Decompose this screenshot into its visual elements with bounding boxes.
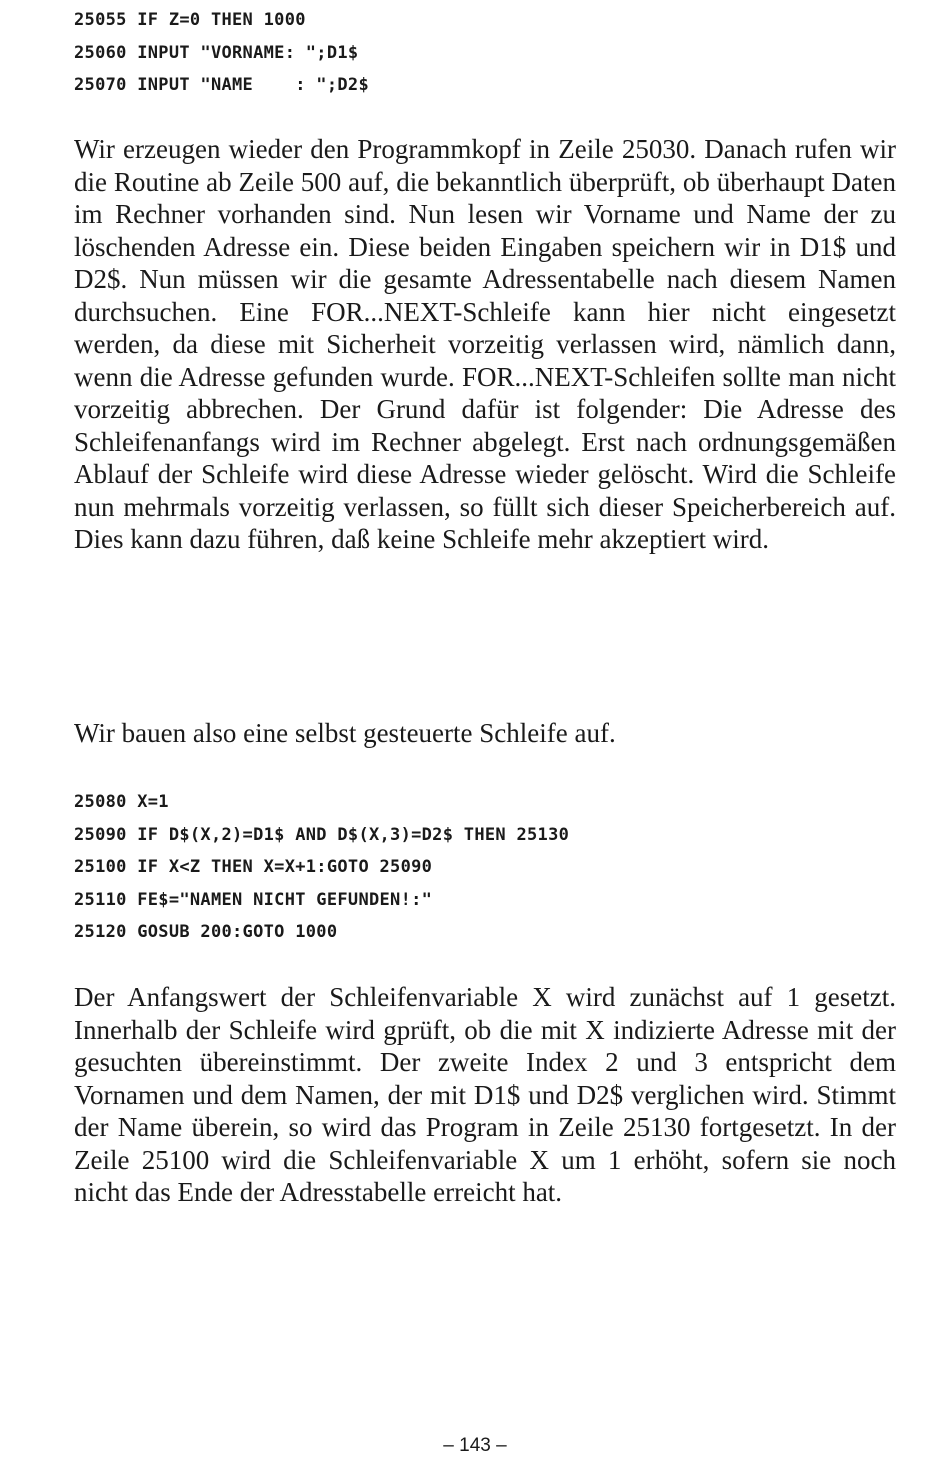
- code-listing-1: [74, 4, 894, 102]
- code-line: 25080 X=1: [74, 792, 169, 812]
- body-paragraph-3: Der Anfangswert der Schleifenvariable X wird zunächst auf 1 gesetzt. Innerhalb der Schleife wird gprüft, ob die mit X indizierte Adresse mit der gesuchten übereinstimmt. Der zweite Index 2 und 3 entspricht dem Vornamen und dem Namen, der mit D1$ und D2$ verglichen wird. Stimmt der Name überein, so wird das Program in Zeile 25130 fortgesetzt. In der Zeile 25100 wird die Schleifenvariable X um 1 erhöht, sofern sie noch nicht das Ende der Adresstabelle erreicht hat.: [74, 982, 896, 1207]
- body-paragraph-1: Wir erzeugen wieder den Programmkopf in Zeile 25030. Danach rufen wir die Routine ab Zeile 500 auf, die bekanntlich überprüft, ob überhaupt Daten im Rechner vorhanden sind. Nun lesen wir Vorname und Name der zu löschenden Adresse ein. Diese beiden Eingaben speichern wir in D1$ und D2$. Nun müssen wir die gesamte Adressentabelle nach diesem Namen durchsuchen. Eine FOR...NEXT-Schleife kann hier nicht eingesetzt werden, da diese mit Sicherheit vorzeitig verlassen wird, nämlich dann, wenn die Adresse gefunden wurde. FOR...NEXT-Schleifen sollte man nicht vorzeitig abbrechen. Der Grund dafür ist folgender: Die Adresse des Schleifenanfangs wird im Rechner abgelegt. Erst nach ordnungsgemäßen Ablauf der Schleife wird diese Adresse wieder gelöscht. Wird die Schleife nun mehrmals vorzeitig verlassen, so füllt sich dieser Speicherbereich auf. Dies kann dazu führen, daß keine Schleife mehr akzeptiert wird.: [74, 134, 896, 554]
- code-line: 25055 IF Z=0 THEN 1000: [74, 10, 306, 30]
- code-listing-2: [74, 786, 894, 949]
- code-line: 25120 GOSUB 200:GOTO 1000: [74, 922, 338, 942]
- code-line: 25100 IF X<Z THEN X=X+1:GOTO 25090: [74, 857, 433, 877]
- code-line: 25090 IF D$(X,2)=D1$ AND D$(X,3)=D2$ THEN 25130: [74, 824, 570, 845]
- page-number: – 143 –: [443, 1435, 507, 1456]
- code-line: 25110 FE$="NAMEN NICHT GEFUNDEN!:": [74, 889, 433, 910]
- code-line: 25070 INPUT "NAME : ";D2$: [74, 75, 369, 95]
- code-line: 25060 INPUT "VORNAME: ";D1$: [74, 42, 359, 63]
- body-paragraph-2: Wir bauen also eine selbst gesteuerte Schleife auf.: [74, 718, 616, 748]
